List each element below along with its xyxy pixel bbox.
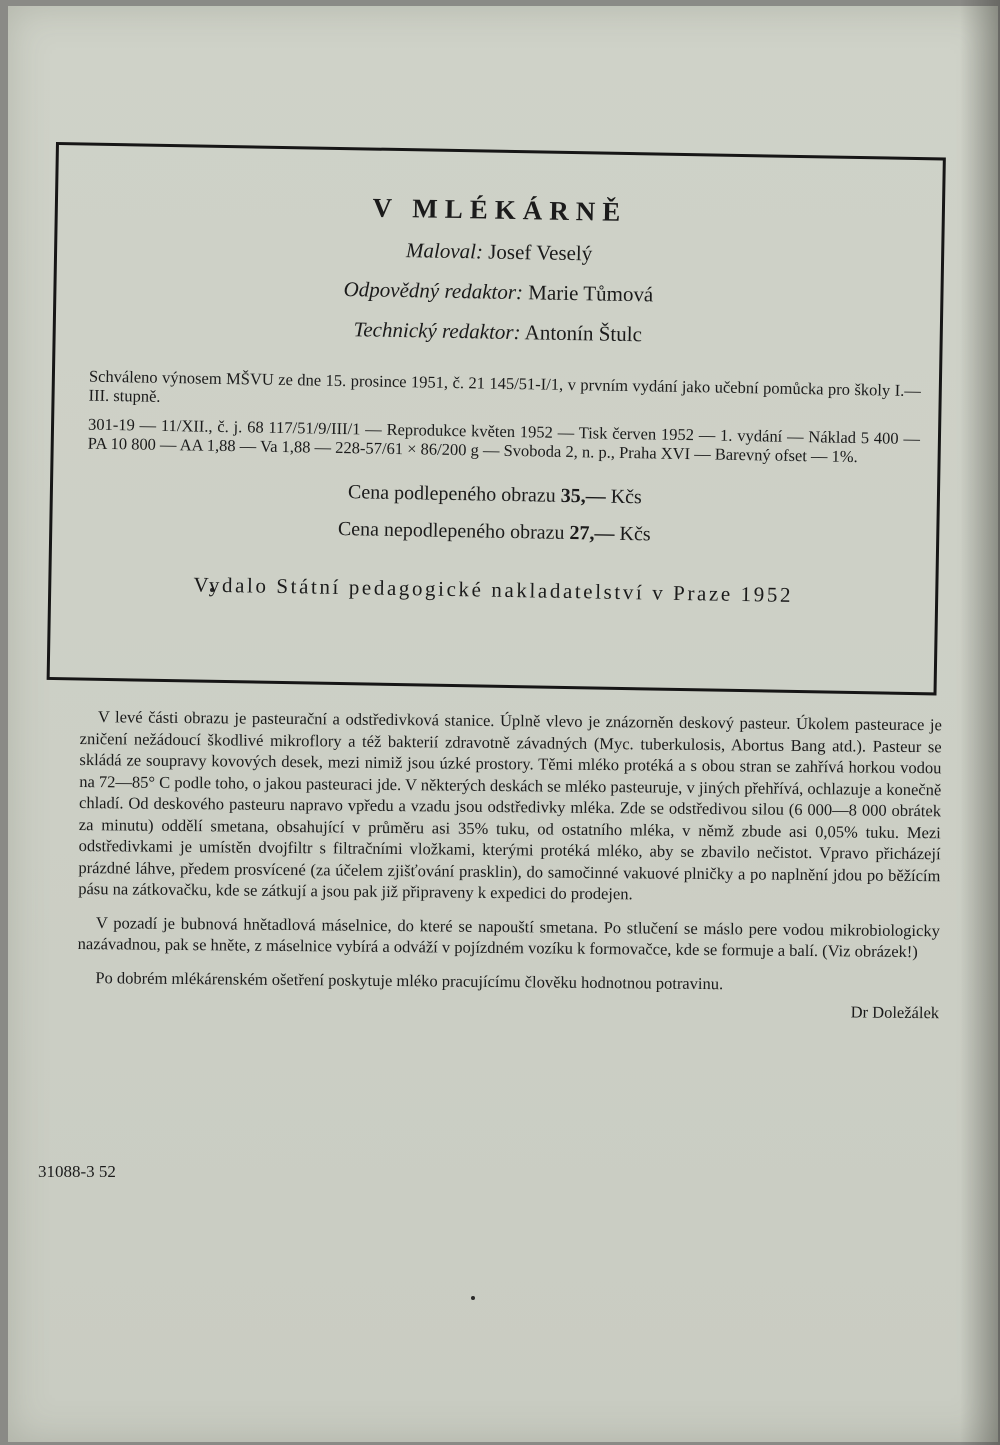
credit-name: Antonín Štulc	[524, 320, 643, 347]
credit-role: Maloval:	[405, 238, 484, 264]
paragraph: Po dobrém mlékárenském ošetření poskytuje mléko pracujícímu člověku hodnotnou potravinu.	[95, 967, 724, 993]
imprint-details: 301-19 — 11/XII., č. j. 68 117/51/9/III/1 — Reprodukce květen 1952 — Tisk červen 1952 — 1. vydání — Náklad 5 400 — PA 10 800 — AA 1,88 — Va 1,88 — 228-57/61 × 86/200 g — Svoboda 2, n. p., Praha XVI — Barevný ofset — 1%.	[87, 414, 921, 467]
credit-role: Odpovědný redaktor:	[343, 277, 524, 305]
approval-note: Schváleno výnosem MŠVU ze dne 15. prosince 1951, č. 21 145/51-I/1, v prvním vydání jako učební pomůcka pro školy I.—III. stupně.	[88, 366, 921, 406]
imprint-box	[47, 142, 946, 695]
ink-speck	[471, 1296, 475, 1300]
price-value: 27,—	[569, 522, 615, 545]
page-title: V MLÉKÁRNĚ	[372, 192, 628, 227]
currency: Kčs	[610, 485, 642, 509]
paragraph: V levé části obrazu je pasteurační a odstředivková stanice. Úplně vlevo je znázorněn deskový pasteur. Úkolem pasteurace je zničení nežádoucí škodlivé mikroflory a též bakterií zdravotně závadných (Myc. tuberkulosis, Abortus Bang atd.). Pasteur se skládá ze soupravy kovových desek, mezi nimiž jsou úzké prostory. Těmi mléko protéká a s obou stran se zahřívá horkou vodou na 72—85° C podle toho, o jakou pasteuraci jde. V některých deskách se mléko pasteuruje, v jiných přehřívá, ochlazuje a konečně chladí. Od deskového pasteuru napravo vpředu a vzadu jsou odstředivky mléka. Zde se odstředivou silou (6 000—8 000 obrátek za minutu) oddělí smetana, obsahující v průměru asi 35% tuku, od ostatního mléka, v němž zbude asi 0,05% tuku. Mezi odstředivkami je umístěn dvojfiltr s filtračními vložkami, kterými protéká mléko, aby se zbavilo nečistot. Vpravo přicházejí prázdné láhve, předem prosvícené (za účelem zjišťování prasklin), do samočinné vakuové plničky a po naplnění jdou po běžícím pásu na zátkovačku, kde se zátkují a jsou pak již připraveny k expedici do prodejen.	[78, 707, 942, 904]
edge-shadow	[960, 0, 1000, 1445]
price-label: Cena nepodlepeného obrazu	[337, 517, 565, 544]
credit-name: Marie Tůmová	[528, 280, 654, 307]
credit-technical-editor	[56, 310, 940, 353]
publisher-line: Vydalo Státní pedagogické nakladatelství v Praze 1952	[193, 572, 794, 607]
credit-name: Josef Veselý	[488, 239, 593, 266]
price-label: Cena podlepeného obrazu	[347, 481, 556, 507]
credit-editor	[56, 270, 940, 313]
paragraph: V pozadí je bubnová hnětadlová máselnice, do které se napouští smetana. Po stlučení se máslo pere vodou mikrobiologicky nazávadnou, pak se hněte, z máselnice vybírá a odváží v pojízdném vozíku k formovačce, kde se formuje a balí. (Viz obrázek!)	[77, 912, 940, 962]
price-unmounted	[52, 513, 936, 551]
author-signature: Dr Doležálek	[850, 1002, 940, 1023]
currency: Kčs	[619, 522, 651, 546]
price-mounted	[53, 476, 937, 514]
price-value: 35,—	[560, 484, 606, 508]
credit-role: Technický redaktor:	[353, 317, 521, 345]
catalog-code: 31088-3 52	[38, 1162, 116, 1181]
description-text	[77, 706, 942, 1024]
credit-painter	[57, 230, 941, 273]
